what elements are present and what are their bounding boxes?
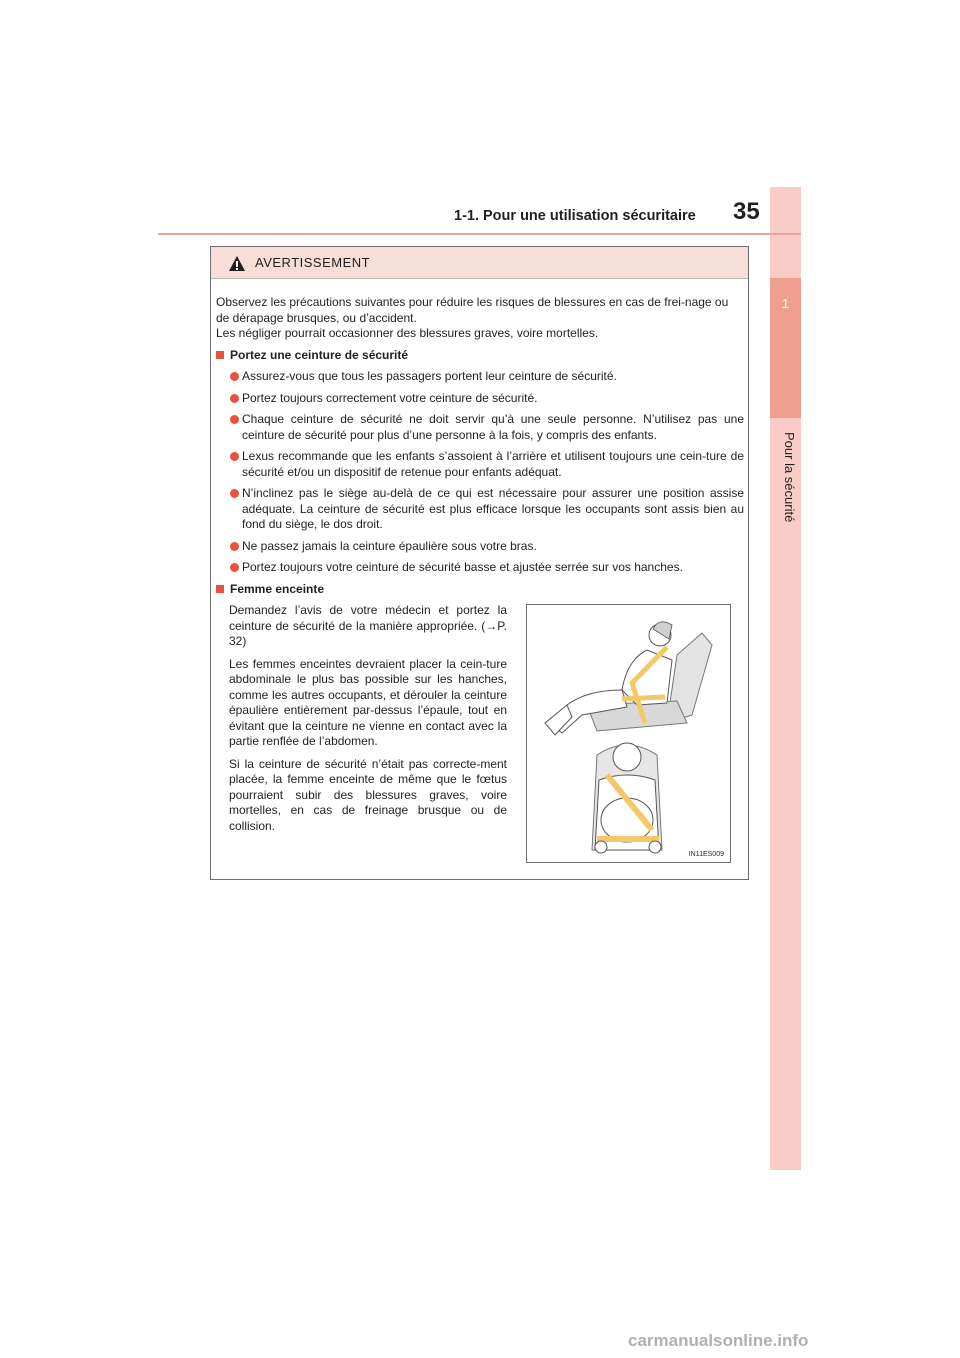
section-heading — [216, 348, 744, 364]
list-item: Assurez-vous que tous les passagers portent leur ceinture de sécurité. — [216, 369, 744, 385]
round-bullet-icon — [230, 489, 239, 498]
section-heading-label: Portez une ceinture de sécurité — [230, 347, 409, 362]
list-item: Chaque ceinture de sécurité ne doit servir qu’à une seule personne. N’utilisez pas une ceinture de sécurité pour plus d’une personne à la fois, y compris des enfants. — [216, 412, 744, 443]
section-heading-label: Femme enceinte — [230, 581, 325, 596]
list-item: Portez toujours votre ceinture de sécurité basse et ajustée serrée sur vos hanches. — [216, 560, 744, 576]
list-item: Ne passez jamais la ceinture épaulière sous votre bras. — [216, 539, 744, 555]
illustration-code: IN11ES009 — [688, 851, 724, 858]
section-title: 1-1. Pour une utilisation sécuritaire — [454, 208, 696, 224]
warning-triangle-icon — [228, 255, 246, 272]
warning-title: AVERTISSEMENT — [255, 255, 371, 270]
list-item: Lexus recommande que les enfants s’assoient à l’arrière et utilisent toujours une cein-ture de sécurité et/ou un dispositif de retenue pour enfants adéquat. — [216, 449, 744, 480]
round-bullet-icon — [230, 542, 239, 551]
page-number: 35 — [733, 198, 760, 225]
round-bullet-icon — [230, 452, 239, 461]
square-bullet-icon — [216, 351, 224, 359]
paragraph: Demandez l’avis de votre médecin et portez la ceinture de sécurité de la manière appropriée. (→P. 32) — [229, 603, 507, 648]
section-heading — [216, 582, 744, 598]
square-bullet-icon — [216, 585, 224, 593]
warning-box — [210, 246, 749, 880]
chapter-label: Pour la sécurité — [782, 432, 797, 523]
warning-header — [211, 247, 748, 279]
chapter-number: 1 — [781, 296, 790, 311]
round-bullet-icon — [230, 563, 239, 572]
round-bullet-icon — [230, 394, 239, 403]
watermark: carmanualsonline.info — [628, 1331, 809, 1350]
intro-text: Observez les précautions suivantes pour réduire les risques de blessures en cas de frei-nage ou de dérapage brusques, ou d’accident. — [216, 295, 729, 325]
seatbelt-illustration — [526, 604, 731, 863]
pregnancy-text — [229, 603, 507, 841]
round-bullet-icon — [230, 372, 239, 381]
intro-text: Les négliger pourrait occasionner des blessures graves, voire mortelles. — [216, 326, 599, 340]
round-bullet-icon — [230, 415, 239, 424]
paragraph: Les femmes enceintes devraient placer la cein-ture abdominale le plus bas possible sur les hanches, comme les autres occupants, et dérouler la ceinture épaulière entièrement par-dessus l’épaule, tout en évitant que la ceinture ne vienne en contact avec la partie renflée de l’abdomen. — [229, 656, 507, 748]
list-item: Portez toujours correctement votre ceinture de sécurité. — [216, 391, 744, 407]
list-item: N’inclinez pas le siège au-delà de ce qui est nécessaire pour assurer une position assise adéquate. La ceinture de sécurité est plus efficace lorsque les occupants sont assis bien au fond du siège, le dos droit. — [216, 486, 744, 533]
warning-content — [216, 295, 744, 603]
paragraph: Si la ceinture de sécurité n’était pas correcte-ment placée, la femme enceinte de même que le fœtus pourraient subir des blessures graves, voire mortelles, en cas de freinage brusque ou de collision. — [229, 756, 507, 833]
header-rule — [158, 233, 801, 235]
pregnant-woman-seatbelt-image — [527, 605, 730, 862]
